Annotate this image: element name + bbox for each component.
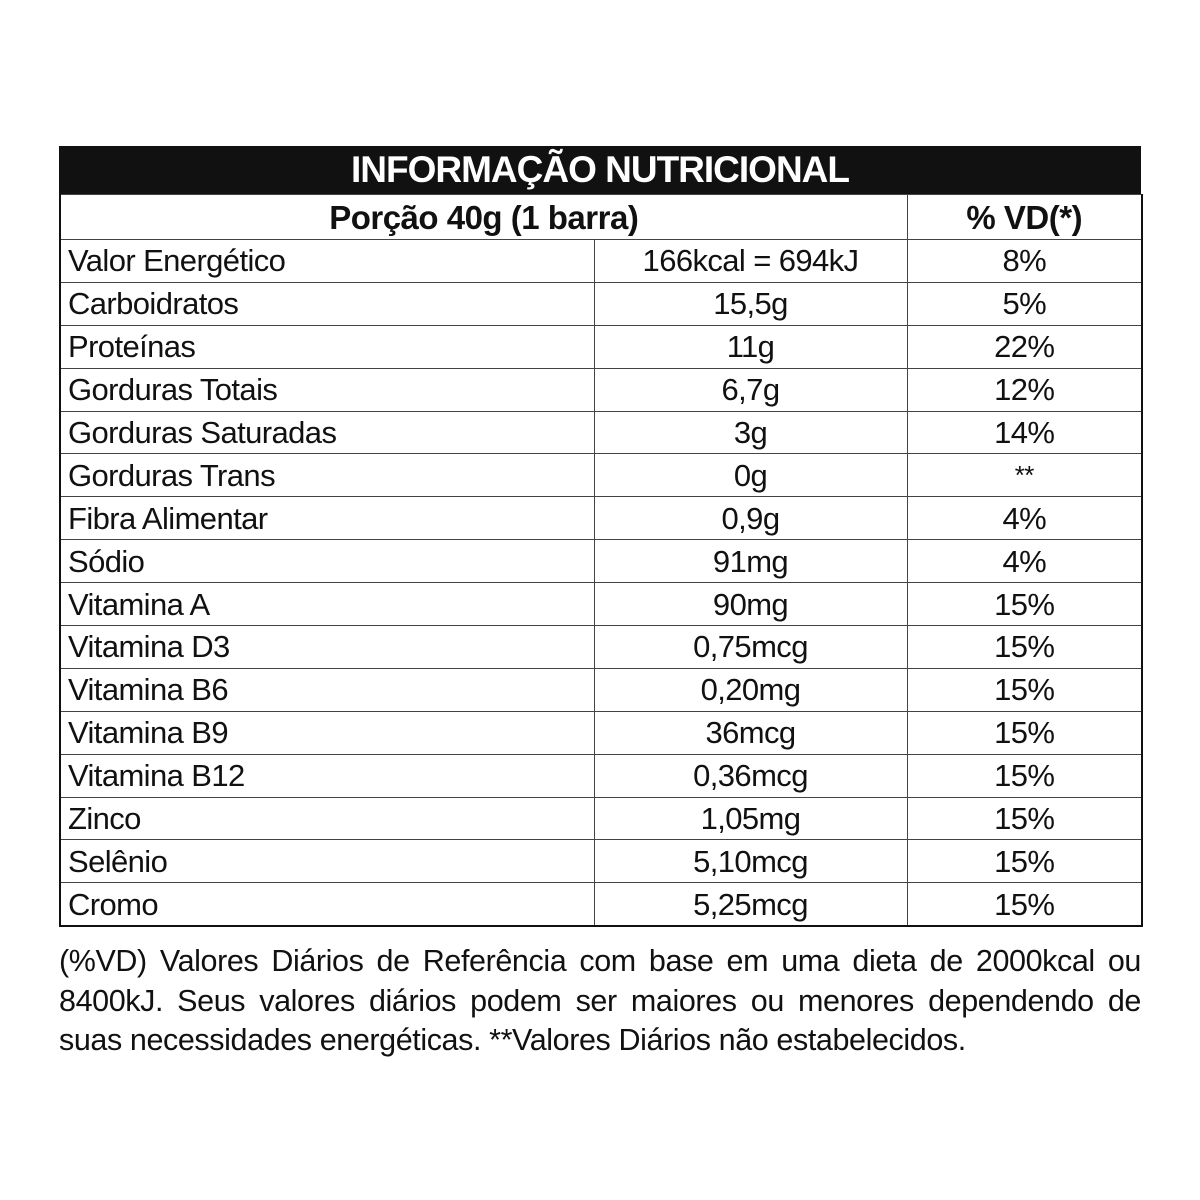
- table-header-row: [60, 195, 1142, 240]
- nutrient-vd: **: [907, 454, 1142, 497]
- nutrient-vd: 15%: [907, 754, 1142, 797]
- nutrient-vd: 15%: [907, 668, 1142, 711]
- nutrient-vd: 22%: [907, 325, 1142, 368]
- nutrient-vd: 8%: [907, 240, 1142, 283]
- nutrient-name: Fibra Alimentar: [60, 497, 594, 540]
- nutrient-amount: 0g: [594, 454, 907, 497]
- table-row: [60, 754, 1142, 797]
- nutrient-name: Valor Energético: [60, 240, 594, 283]
- nutrient-amount: 166kcal = 694kJ: [594, 240, 907, 283]
- table-row: [60, 711, 1142, 754]
- table-row: [60, 368, 1142, 411]
- table-row: [60, 797, 1142, 840]
- nutrient-name: Vitamina B6: [60, 668, 594, 711]
- footnote: (%VD) Valores Diários de Referência com base em uma dieta de 2000kcal ou 8400kJ. Seus valores diários podem ser maiores ou menores dependendo de suas necessidades energéticas. **Valores Diários não estabelecidos.: [59, 944, 1141, 1057]
- table-row: [60, 883, 1142, 926]
- nutrient-vd: 14%: [907, 411, 1142, 454]
- table-row: [60, 454, 1142, 497]
- nutrient-amount: 36mcg: [594, 711, 907, 754]
- nutrient-amount: 5,25mcg: [594, 883, 907, 926]
- nutrient-amount: 6,7g: [594, 368, 907, 411]
- table-row: [60, 325, 1142, 368]
- nutrient-amount: 11g: [594, 325, 907, 368]
- nutrient-name: Proteínas: [60, 325, 594, 368]
- table-row: [60, 497, 1142, 540]
- nutrient-name: Vitamina B9: [60, 711, 594, 754]
- table-row: [60, 583, 1142, 626]
- portion-header: Porção 40g (1 barra): [60, 195, 907, 240]
- nutrient-name: Zinco: [60, 797, 594, 840]
- nutrient-amount: 1,05mg: [594, 797, 907, 840]
- nutrient-vd: 5%: [907, 282, 1142, 325]
- nutrient-amount: 15,5g: [594, 282, 907, 325]
- table-row: [60, 240, 1142, 283]
- nutrient-name: Vitamina B12: [60, 754, 594, 797]
- vd-header: % VD(*): [907, 195, 1142, 240]
- nutrient-amount: 5,10mcg: [594, 840, 907, 883]
- table-row: [60, 840, 1142, 883]
- nutrient-amount: 0,20mg: [594, 668, 907, 711]
- nutrient-name: Gorduras Totais: [60, 368, 594, 411]
- nutrient-amount: 90mg: [594, 583, 907, 626]
- nutrient-vd: 15%: [907, 626, 1142, 669]
- nutrient-amount: 3g: [594, 411, 907, 454]
- nutrient-name: Gorduras Trans: [60, 454, 594, 497]
- nutrient-vd: 4%: [907, 497, 1142, 540]
- nutrient-amount: 0,75mcg: [594, 626, 907, 669]
- nutrition-facts-panel: [59, 146, 1141, 927]
- nutrient-name: Cromo: [60, 883, 594, 926]
- nutrient-vd: 15%: [907, 583, 1142, 626]
- table-row: [60, 282, 1142, 325]
- table-row: [60, 626, 1142, 669]
- nutrient-vd: 4%: [907, 540, 1142, 583]
- nutrient-name: Carboidratos: [60, 282, 594, 325]
- nutrient-vd: 12%: [907, 368, 1142, 411]
- nutrient-name: Sódio: [60, 540, 594, 583]
- nutrient-vd: 15%: [907, 840, 1142, 883]
- nutrient-vd: 15%: [907, 711, 1142, 754]
- table-row: [60, 540, 1142, 583]
- nutrition-table: [59, 194, 1143, 927]
- nutrient-amount: 91mg: [594, 540, 907, 583]
- nutrient-amount: 0,9g: [594, 497, 907, 540]
- nutrient-name: Selênio: [60, 840, 594, 883]
- nutrient-amount: 0,36mcg: [594, 754, 907, 797]
- nutrient-vd: 15%: [907, 883, 1142, 926]
- nutrition-title: INFORMAÇÃO NUTRICIONAL: [59, 146, 1141, 194]
- nutrient-vd: 15%: [907, 797, 1142, 840]
- nutrient-name: Vitamina D3: [60, 626, 594, 669]
- nutrient-name: Gorduras Saturadas: [60, 411, 594, 454]
- table-row: [60, 411, 1142, 454]
- table-row: [60, 668, 1142, 711]
- nutrient-name: Vitamina A: [60, 583, 594, 626]
